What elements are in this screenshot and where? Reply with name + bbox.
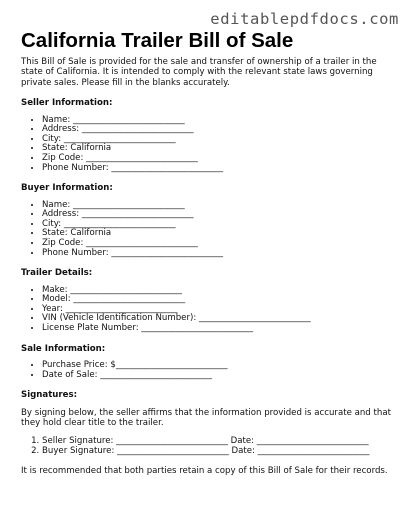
trailer-list [21, 286, 393, 334]
signatures-statement: By signing below, the seller affirms that the information provided is accurate and that they hold clear title to the trailer. [21, 407, 391, 428]
signatures-heading: Signatures: [21, 390, 78, 401]
buyer-signature-field[interactable]: 2. Buyer Signature: __________________________ Date: __________________________ [42, 447, 393, 457]
trailer-year-field[interactable]: • Year: __________________________ [42, 305, 393, 315]
document-body [21, 57, 393, 485]
buyer-address-field[interactable]: • Address: __________________________ [42, 210, 393, 220]
trailer-model-field[interactable]: • Model: __________________________ [42, 295, 393, 305]
trailer-plate-field[interactable]: • License Plate Number: __________________________ [42, 324, 393, 334]
buyer-list [21, 201, 393, 259]
buyer-phone-field[interactable]: • Phone Number: __________________________ [42, 249, 393, 259]
buyer-heading: Buyer Information: [21, 183, 113, 194]
trailer-make-field[interactable]: • Make: __________________________ [42, 286, 393, 296]
seller-name-field[interactable]: • Name: __________________________ [42, 116, 393, 126]
buyer-zip-field[interactable]: • Zip Code: __________________________ [42, 239, 393, 249]
seller-state: • State: California [42, 144, 393, 154]
seller-signature-field[interactable]: 1. Seller Signature: __________________________ Date: __________________________ [42, 437, 393, 447]
closing-note: It is recommended that both parties retain a copy of this Bill of Sale for their records. [21, 465, 388, 476]
buyer-city-field[interactable]: • City: __________________________ [42, 220, 393, 230]
signatures-list [21, 437, 393, 456]
site-watermark: editablepdfdocs.com [210, 10, 399, 28]
purchase-price-field[interactable]: • Purchase Price: $__________________________ [42, 361, 393, 371]
trailer-vin-field[interactable]: • VIN (Vehicle Identification Number): __________________________ [42, 314, 393, 324]
intro-paragraph: This Bill of Sale is provided for the sale and transfer of ownership of a trailer in the state of California. It is intended to comply with the relevant state laws governing private sales. Please fill in the blanks accurately. [21, 57, 377, 88]
trailer-heading: Trailer Details: [21, 268, 93, 279]
seller-phone-field[interactable]: • Phone Number: __________________________ [42, 164, 393, 174]
seller-list [21, 116, 393, 174]
buyer-state: • State: California [42, 229, 393, 239]
buyer-name-field[interactable]: • Name: __________________________ [42, 201, 393, 211]
seller-zip-field[interactable]: • Zip Code: __________________________ [42, 154, 393, 164]
seller-city-field[interactable]: • City: __________________________ [42, 135, 393, 145]
sale-list [21, 361, 393, 380]
seller-heading: Seller Information: [21, 98, 113, 109]
document-title: California Trailer Bill of Sale [21, 29, 294, 52]
seller-address-field[interactable]: • Address: __________________________ [42, 125, 393, 135]
sale-heading: Sale Information: [21, 343, 106, 354]
sale-date-field[interactable]: • Date of Sale: __________________________ [42, 371, 393, 381]
